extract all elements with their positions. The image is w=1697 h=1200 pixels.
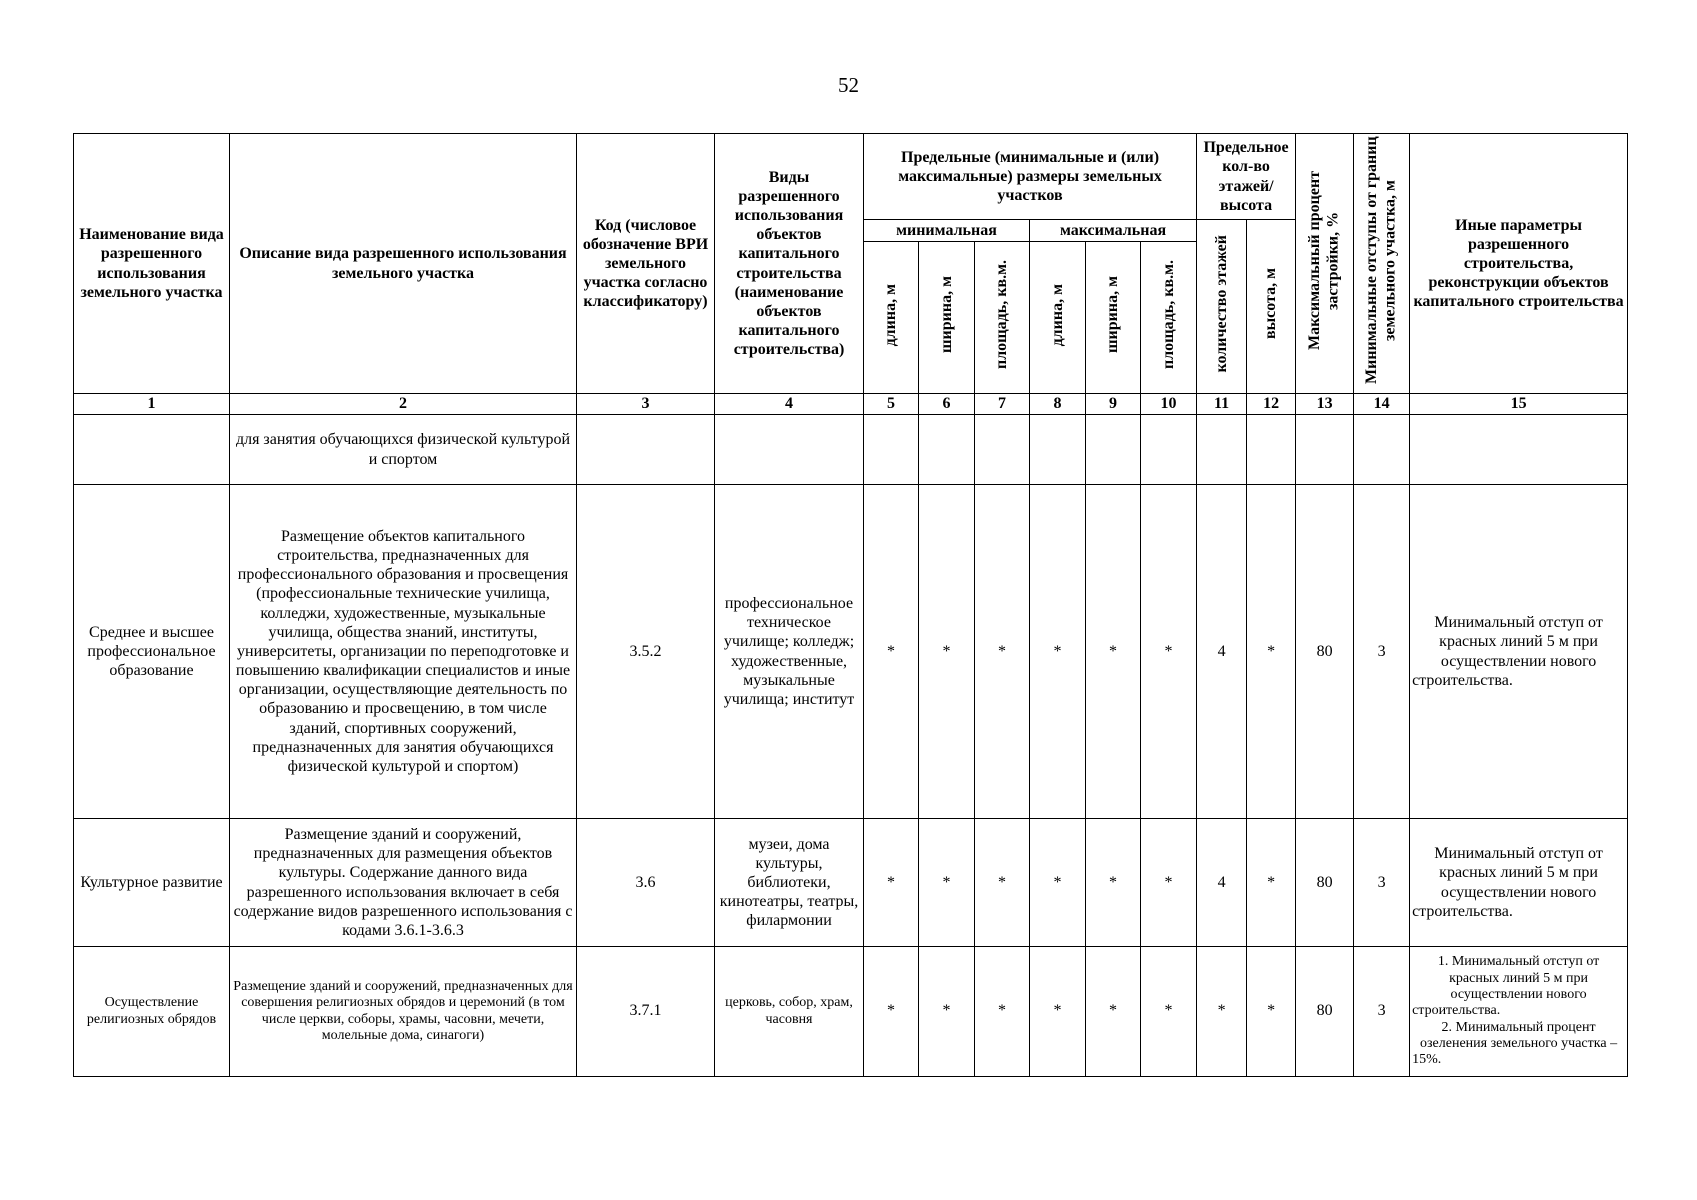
other-param-item: 1. Минимальный отступ от красных линий 5 м при осуществлении нового строительства.	[1412, 954, 1600, 1019]
cell-code: 3.7.1	[577, 947, 715, 1077]
header-floors-count: количество этажей	[1197, 220, 1247, 394]
header-max-width: ширина, м	[1086, 242, 1141, 394]
cell-height: *	[1247, 819, 1296, 947]
header-code: Код (числовое обозначение ВРИ земельного участка согласно классификатору)	[577, 134, 715, 394]
cell-max-length: *	[1030, 947, 1086, 1077]
cell-max-percent: 80	[1296, 485, 1354, 819]
cell-capital-kinds	[715, 415, 864, 485]
column-number: 3	[577, 394, 715, 415]
column-number: 6	[919, 394, 975, 415]
cell-vri-name: Среднее и высшее профессиональное образование	[74, 485, 230, 819]
cell-min-length: *	[864, 485, 919, 819]
cell-other-params	[1410, 415, 1628, 485]
cell-capital-kinds: церковь, собор, храм, часовня	[715, 947, 864, 1077]
cell-description: Размещение зданий и сооружений, предназначенных для размещения объектов культуры. Содержание данного вида разрешенного использования включает в себя содержание видов разрешенного использования с кодами 3.6.1-3.6.3	[230, 819, 577, 947]
cell-height: *	[1247, 485, 1296, 819]
column-number: 11	[1197, 394, 1247, 415]
cell-vri-name: Осуществление религиозных обрядов	[74, 947, 230, 1077]
page-number: 52	[838, 73, 859, 97]
cell-description: Размещение зданий и сооружений, предназначенных для совершения религиозных обрядов и церемоний (в том числе церкви, соборы, храмы, часовни, мечети, молельные дома, синагоги)	[230, 947, 577, 1077]
header-max-area: площадь, кв.м.	[1141, 242, 1197, 394]
column-number: 10	[1141, 394, 1197, 415]
column-number: 8	[1030, 394, 1086, 415]
header-min-setback: Минимальные отступы от границ земельного участка, м	[1354, 134, 1410, 394]
table-row	[74, 415, 1628, 485]
cell-max-width: *	[1086, 819, 1141, 947]
regulations-table	[73, 133, 1628, 1077]
column-numbers-row	[74, 394, 1628, 415]
cell-max-area	[1141, 415, 1197, 485]
column-number: 9	[1086, 394, 1141, 415]
column-number: 14	[1354, 394, 1410, 415]
cell-floors	[1197, 415, 1247, 485]
cell-capital-kinds: музеи, дома культуры, библиотеки, кинотеатры, театры, филармонии	[715, 819, 864, 947]
column-number: 4	[715, 394, 864, 415]
cell-other-params: Минимальный отступ от красных линий 5 м при осуществлении нового строительства.	[1410, 819, 1628, 947]
column-number: 2	[230, 394, 577, 415]
cell-height: *	[1247, 947, 1296, 1077]
cell-max-width: *	[1086, 485, 1141, 819]
cell-description: Размещение объектов капитального строительства, предназначенных для профессионального образования и просвещения (профессиональные технические училища, колледжи, художественные, музыкальные училища, общества знаний, институты, университеты, организации по переподготовке и повышению квалификации специалистов и иные организации, осуществляющие деятельность по образованию и просвещению, в том числе зданий, спортивных сооружений, предназначенных для занятия обучающихся физической культурой и спортом)	[230, 485, 577, 819]
cell-max-percent	[1296, 415, 1354, 485]
cell-other-params: Минимальный отступ от красных линий 5 м при осуществлении нового строительства.	[1410, 485, 1628, 819]
cell-other-params	[1410, 947, 1628, 1077]
header-min-area: площадь, кв.м.	[975, 242, 1030, 394]
cell-max-area: *	[1141, 947, 1197, 1077]
cell-min-area	[975, 415, 1030, 485]
cell-floors: *	[1197, 947, 1247, 1077]
column-number: 13	[1296, 394, 1354, 415]
cell-max-area: *	[1141, 485, 1197, 819]
cell-max-width: *	[1086, 947, 1141, 1077]
cell-max-length	[1030, 415, 1086, 485]
cell-min-setback	[1354, 415, 1410, 485]
cell-min-area: *	[975, 485, 1030, 819]
cell-min-width: *	[919, 485, 975, 819]
header-min-width: ширина, м	[919, 242, 975, 394]
header-height: высота, м	[1247, 220, 1296, 394]
cell-min-area: *	[975, 819, 1030, 947]
table-row	[74, 485, 1628, 819]
cell-min-width: *	[919, 947, 975, 1077]
cell-height	[1247, 415, 1296, 485]
header-maximum: максимальная	[1030, 220, 1197, 242]
cell-min-width	[919, 415, 975, 485]
cell-vri-name	[74, 415, 230, 485]
cell-max-percent: 80	[1296, 819, 1354, 947]
header-other-params: Иные параметры разрешенного строительства, реконструкции объектов капитального строительства	[1410, 134, 1628, 394]
cell-floors: 4	[1197, 819, 1247, 947]
column-number: 12	[1247, 394, 1296, 415]
cell-min-length	[864, 415, 919, 485]
column-number: 15	[1410, 394, 1628, 415]
cell-max-percent: 80	[1296, 947, 1354, 1077]
cell-min-setback: 3	[1354, 947, 1410, 1077]
cell-min-setback: 3	[1354, 819, 1410, 947]
header-capital-kinds: Виды разрешенного использования объектов капитального строительства (наименование объектов капитального строительства)	[715, 134, 864, 394]
cell-code: 3.5.2	[577, 485, 715, 819]
cell-min-setback: 3	[1354, 485, 1410, 819]
header-plot-sizes: Предельные (минимальные и (или) максимальные) размеры земельных участков	[864, 134, 1197, 220]
column-number: 1	[74, 394, 230, 415]
header-max-length: длина, м	[1030, 242, 1086, 394]
header-description: Описание вида разрешенного использования земельного участка	[230, 134, 577, 394]
column-number: 5	[864, 394, 919, 415]
cell-max-width	[1086, 415, 1141, 485]
cell-max-area: *	[1141, 819, 1197, 947]
header-max-percent: Максимальный процент застройки, %	[1296, 134, 1354, 394]
cell-min-width: *	[919, 819, 975, 947]
header-vri-name: Наименование вида разрешенного использования земельного участка	[74, 134, 230, 394]
cell-floors: 4	[1197, 485, 1247, 819]
cell-code	[577, 415, 715, 485]
cell-min-length: *	[864, 819, 919, 947]
cell-code: 3.6	[577, 819, 715, 947]
other-param-item: 2. Минимальный процент озеленения земельного участка – 15%.	[1412, 1019, 1618, 1068]
column-number: 7	[975, 394, 1030, 415]
table-row	[74, 947, 1628, 1077]
cell-max-length: *	[1030, 485, 1086, 819]
cell-description: для занятия обучающихся физической культурой и спортом	[230, 415, 577, 485]
cell-vri-name: Культурное развитие	[74, 819, 230, 947]
cell-max-length: *	[1030, 819, 1086, 947]
header-floors-height: Предельное кол-во этажей/ высота	[1197, 134, 1296, 220]
cell-capital-kinds: профессиональное техническое училище; колледж; художественные, музыкальные училища; институт	[715, 485, 864, 819]
cell-min-area: *	[975, 947, 1030, 1077]
header-min-length: длина, м	[864, 242, 919, 394]
header-minimum: минимальная	[864, 220, 1030, 242]
table-row	[74, 819, 1628, 947]
cell-min-length: *	[864, 947, 919, 1077]
